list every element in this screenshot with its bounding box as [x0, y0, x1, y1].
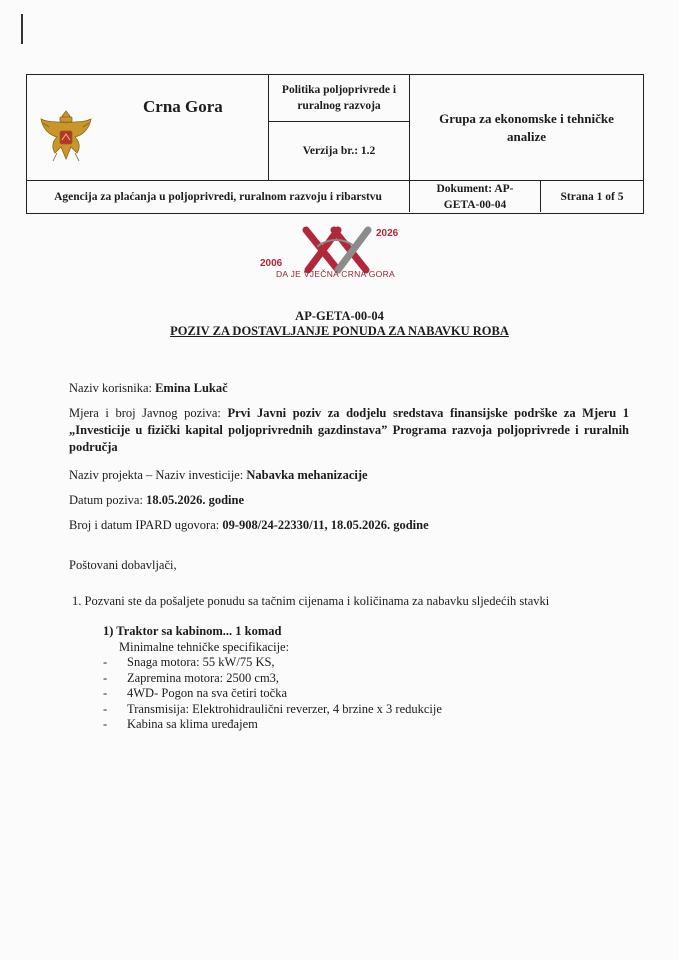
list-item: - Snaga motora: 55 kW/75 KS,	[103, 655, 275, 669]
policy-cell	[269, 75, 410, 122]
policy-title: Politika poljoprivrede i ruralnog razvoja	[281, 84, 397, 112]
document-header-table	[26, 74, 644, 214]
greeting: Poštovani dobavljači,	[69, 558, 177, 572]
intro-paragraph: 1. Pozvani ste da pošaljete ponudu sa tačnim cijenama i količinama za nabavku sljedećih stavki	[72, 594, 550, 608]
document-id: AP-GETA-00-04	[295, 309, 384, 323]
agency-cell	[27, 181, 410, 212]
project-label: Naziv projekta – Naziv investicije:	[69, 468, 244, 482]
logo-year-right: 2026	[376, 228, 399, 239]
list-item: - Zapremina motora: 2500 cm3,	[103, 670, 280, 685]
list-item: - Transmisija: Elektrohidraulični reverzer, 4 brzine x 3 redukcije	[103, 701, 442, 716]
version-number: Verzija br.: 1.2	[302, 145, 376, 157]
user-row	[69, 380, 629, 397]
logo-year-left: 2006	[260, 258, 283, 269]
list-item: - Kabina sa klima uređajem	[103, 717, 258, 731]
page-cell	[541, 181, 643, 212]
date-label: Datum poziva:	[69, 493, 143, 507]
margin-mark	[21, 14, 23, 44]
version-cell	[269, 122, 410, 181]
project-value: Nabavka mehanizacije	[246, 468, 368, 482]
project-row	[69, 467, 629, 484]
document-title: POZIV ZA DOSTAVLJANJE PONUDA ZA NABAVKU ROBA	[170, 324, 509, 338]
measure-label: Mjera i broj Javnog poziva:	[69, 406, 221, 420]
user-label: Naziv korisnika:	[69, 381, 152, 395]
spec-heading: Minimalne tehničke specifikacije:	[119, 639, 290, 654]
country-name: Crna Gora	[143, 97, 223, 116]
group-name: Grupa za ekonomske i tehničke analize	[439, 110, 614, 144]
user-value: Emina Lukač	[155, 381, 228, 395]
page-number: Strana 1 of 5	[560, 190, 624, 203]
date-value: 18.05.2026. godine	[146, 493, 245, 507]
item-list	[103, 624, 442, 733]
logo-tagline: DA JE VJEČNA CRNA GORA	[275, 269, 396, 279]
document-code: Dokument: AP-GETA-00-04	[436, 182, 514, 211]
agency-name: Agencija za plaćanja u poljoprivredi, ruralnom razvoju i ribarstvu	[54, 190, 382, 203]
item-title: 1) Traktor sa kabinom... 1 komad	[103, 624, 282, 638]
list-item: - 4WD- Pogon na sva četiri točka	[103, 686, 288, 700]
montenegro-crest-icon	[37, 107, 95, 167]
document-cell	[410, 181, 541, 212]
group-cell	[410, 75, 643, 181]
contract-value: 09-908/24-22330/11, 18.05.2026. godine	[222, 518, 429, 532]
country-cell	[27, 75, 269, 181]
measure-value: Prvi Javni poziv za dodjelu sredstava finansijske podrške za Mjeru 1 „Investicije u fizički kapital poljoprivrednih gazdinstava” Programa razvoja poljoprivrede i ruralnih područja	[69, 406, 629, 454]
measure-row	[69, 405, 629, 456]
contract-label: Broj i datum IPARD ugovora:	[69, 518, 220, 532]
date-row	[69, 492, 629, 509]
contract-row	[69, 517, 629, 534]
